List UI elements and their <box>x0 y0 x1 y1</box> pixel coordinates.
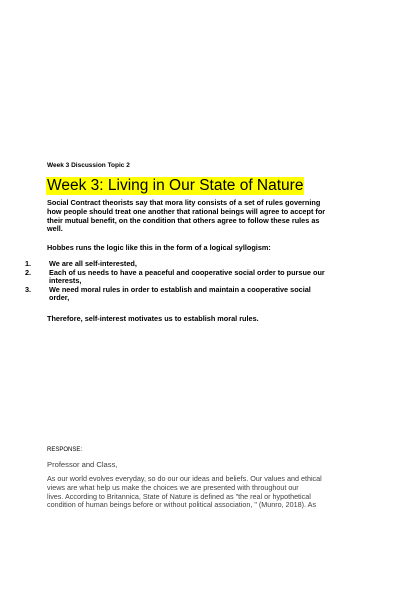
intro-line: Social Contract theorists say that mora lity consists of a set of rules governing <box>47 198 321 207</box>
premise-text: Each of us needs to have a peaceful and cooperative social order to pursue our <box>49 267 325 277</box>
intro-line: how people should treat one another that rational beings will agree to accept for <box>47 206 326 216</box>
page-title: Week 3: Living in Our State of Nature <box>47 177 304 194</box>
response-line: views are what help us make the choices we are presented with throughout our <box>47 482 299 492</box>
syllogism-intro: Hobbes runs the logic like this in the form of a logical syllogism: <box>47 243 271 252</box>
premise-list <box>25 260 365 303</box>
syllogism-conclusion: Therefore, self-interest motivates us to establish moral rules. <box>47 314 259 323</box>
response-body <box>47 475 322 510</box>
response-salutation: Professor and Class, <box>47 460 118 469</box>
list-item <box>25 286 365 303</box>
list-item <box>25 269 365 286</box>
response-line: lives. According to Britannica, State of Nature is defined as "the real or hypothetical <box>47 491 311 501</box>
discussion-topic-label: Week 3 Discussion Topic 2 <box>47 162 130 169</box>
list-number: 3. <box>25 284 32 294</box>
intro-line: their mutual benefit, on the condition that others agree to follow these rules as <box>47 215 320 225</box>
intro-line: well. <box>47 224 63 234</box>
premise-text: We are all self-interested, <box>49 259 137 268</box>
list-number: 2. <box>25 267 32 277</box>
response-line: As our world evolves everyday, so do our our ideas and beliefs. Our values and ethical <box>47 474 322 483</box>
response-label: RESPONSE: <box>47 447 83 453</box>
list-number: 1. <box>25 259 32 268</box>
response-line: condition of human beings before or without political association, " (Munro, 2018). As <box>47 500 317 510</box>
intro-paragraph <box>47 199 362 234</box>
premise-text: We need moral rules in order to establish and maintain a cooperative social <box>49 284 311 294</box>
premise-text: order, <box>49 293 70 303</box>
premise-text: interests, <box>49 276 82 286</box>
